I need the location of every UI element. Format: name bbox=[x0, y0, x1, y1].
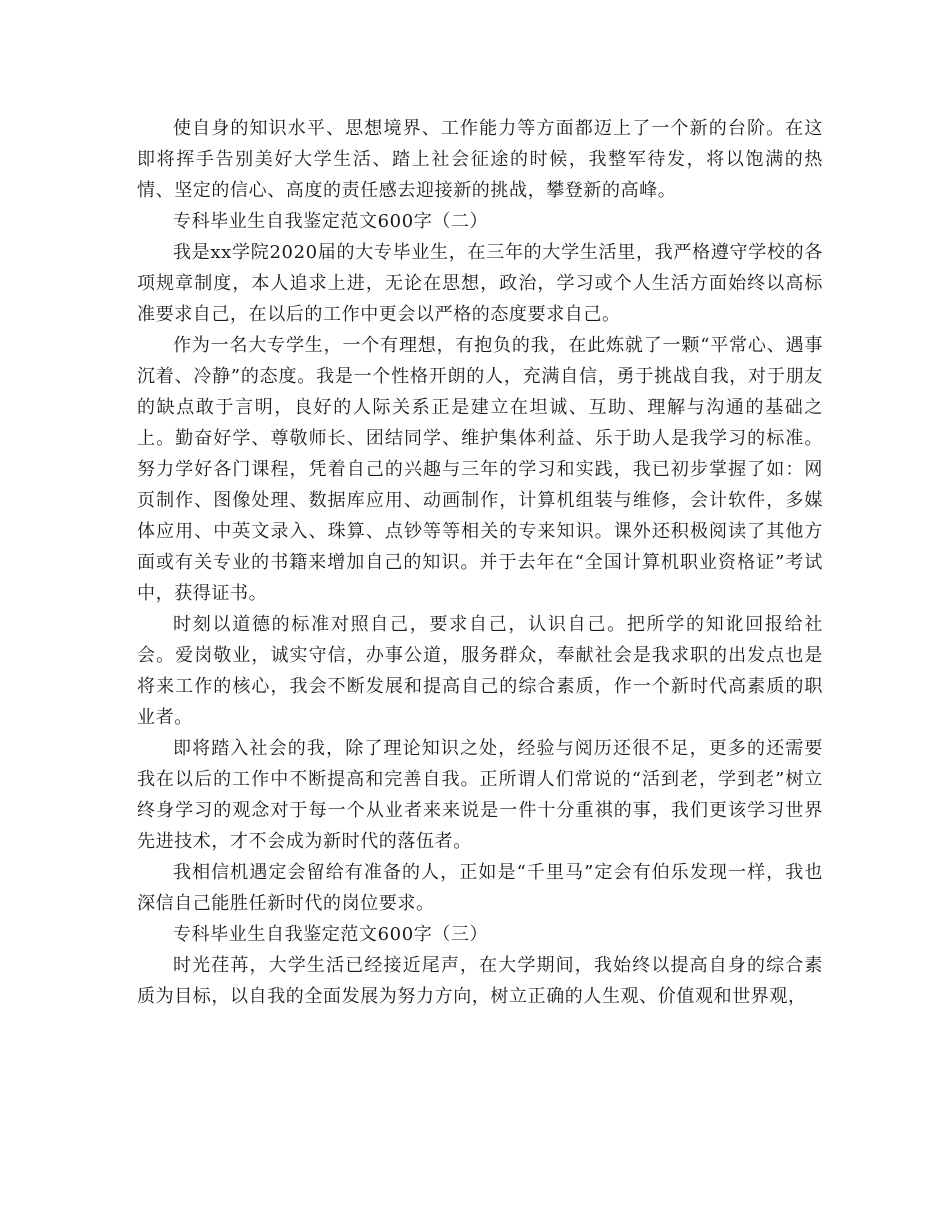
paragraph: 我是xx学院2020届的大专毕业生，在三年的大学生活里，我严格遵守学校的各项规章制度，本人追求上进，无论在思想，政治，学习或个人生活方面始终以高标准要求自己，在以后的工作中更会以严格的态度要求自己。 bbox=[137, 242, 823, 325]
paragraph-continuation: 使自身的知识水平、思想境界、工作能力等方面都迈上了一个新的台阶。在这即将挥手告别美好大学生活、踏上社会征途的时候，我整军待发，将以饱满的热情、坚定的信心、高度的责任感去迎接新的挑战，攀登新的高峰。 bbox=[137, 118, 823, 201]
document-body bbox=[137, 113, 823, 1012]
section-heading-2: 专科毕业生自我鉴定范文600字（二） bbox=[173, 211, 489, 232]
paragraph: 时刻以道德的标准对照自己，要求自己，认识自己。把所学的知讹回报给社会。爱岗敬业，诚实守信，办事公道，服务群众，奉献社会是我求职的出发点也是将来工作的核心，我会不断发展和提高自己的综合素质，作一个新时代高素质的职业者。 bbox=[137, 614, 823, 728]
paragraph: 作为一名大专学生，一个有理想，有抱负的我，在此炼就了一颗“平常心、遇事沉着、冷静”的态度。我是一个性格开朗的人，充满自信，勇于挑战自我，对于朋友的缺点敢于言明，良好的人际关系正是建立在坦诚、互助、理解与沟通的基础之上。勤奋好学、尊敬师长、团结同学、维护集体利益、乐于助人是我学习的标准。努力学好各门课程，凭着自己的兴趣与三年的学习和实践，我已初步掌握了如：网页制作、图像处理、数据库应用、动画制作，计算机组装与维修，会计软件，多媒体应用、中英文录入、珠算、点钞等等相关的专来知识。课外还积极阅读了其他方面或有关专业的书籍来增加自己的知识。并于去年在“全国计算机职业资格证”考试中，获得证书。 bbox=[137, 335, 823, 604]
section-heading-3: 专科毕业生自我鉴定范文600字（三） bbox=[173, 924, 489, 945]
paragraph: 即将踏入社会的我，除了理论知识之处，经验与阅历还很不足，更多的还需要我在以后的工作中不断提高和完善自我。正所谓人们常说的“活到老，学到老”树立终身学习的观念对于每一个从业者来来说是一件十分重祺的事，我们更该学习世界先进技术，才不会成为新时代的落伍者。 bbox=[137, 738, 823, 852]
paragraph: 我相信机遇定会留给有准备的人，正如是“千里马”定会有伯乐发现一样，我也深信自己能胜任新时代的岗位要求。 bbox=[137, 862, 823, 914]
paragraph: 时光荏苒，大学生活已经接近尾声，在大学期间，我始终以提高自身的综合素质为目标，以自我的全面发展为努力方向，树立正确的人生观、价值观和世界观， bbox=[137, 955, 823, 1007]
